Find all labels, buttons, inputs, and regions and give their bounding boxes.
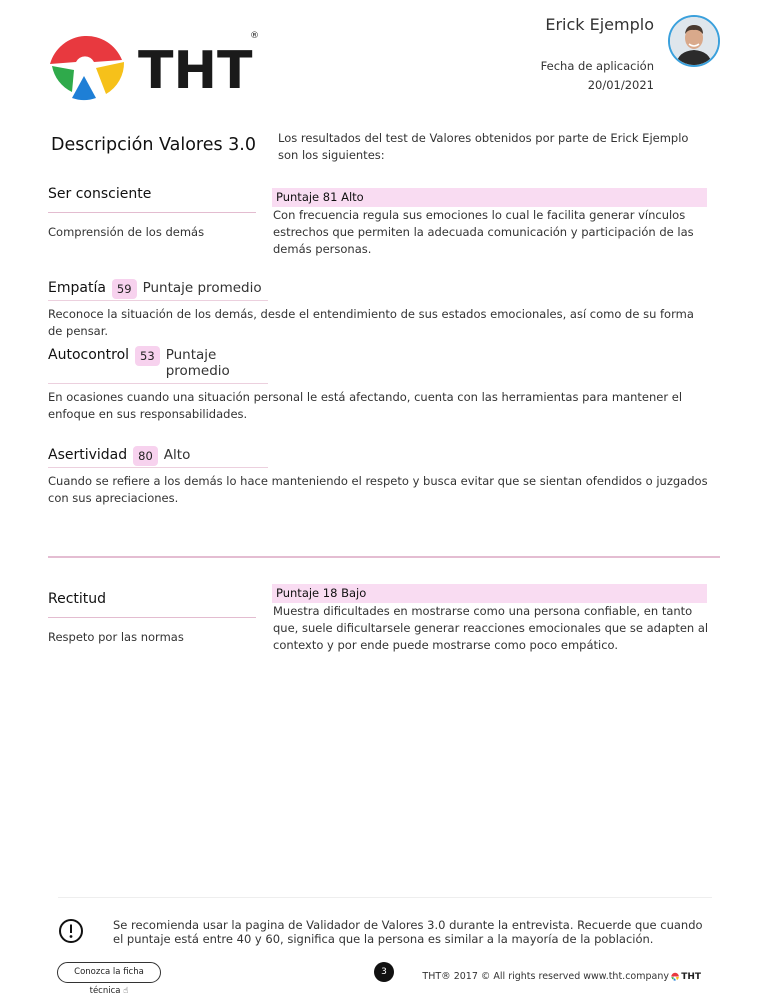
section-title: Ser consciente — [48, 186, 152, 202]
subitem-level: Puntaje promedio — [165, 347, 230, 379]
score-bar: Puntaje 81 Alto — [272, 188, 707, 207]
tech-sheet-button[interactable] — [57, 962, 161, 996]
page-number: 3 — [374, 962, 394, 982]
footer-logo — [671, 971, 701, 983]
date-value: 20/01/2021 — [587, 78, 654, 92]
user-name: Erick Ejemplo — [545, 15, 654, 34]
subitem-name: Autocontrol — [48, 347, 130, 363]
logo-text: THT — [138, 41, 253, 101]
footer-divider — [58, 897, 712, 898]
subitem-divider — [48, 383, 268, 384]
section-divider — [48, 212, 256, 213]
subitem-level: Alto — [163, 447, 191, 463]
section-title: Rectitud — [48, 591, 107, 607]
section-subtitle: Respeto por las normas — [48, 630, 184, 644]
subitem-description: En ocasiones cuando una situación personal le está afectando, cuenta con las herramientas para mantener el enfoque en sus responsabilidades. — [48, 390, 683, 421]
date-label: Fecha de aplicación — [540, 59, 654, 73]
footer-note: Se recomienda usar la pagina de Validador de Valores 3.0 durante la entrevista. Recuerde que cuando el puntaje está entre 40 y 60, significa que la persona es similar a la mayoría de la población. — [113, 918, 703, 946]
section-separator — [48, 556, 720, 558]
score-badge: 53 — [135, 346, 160, 366]
section-subtitle: Comprensión de los demás — [48, 225, 205, 239]
subitem-description: Reconoce la situación de los demás, desde el entendimiento de sus estados emocionales, así como de su forma de pensar. — [48, 307, 694, 338]
copyright: THT® 2017 © All rights reserved www.tht.company — [422, 971, 669, 982]
intro-text: Los resultados del test de Valores obtenidos por parte de Erick Ejemplo son los siguientes: — [278, 131, 689, 162]
section-description: Con frecuencia regula sus emociones lo cual le facilita generar vínculos estrechos que permiten la adecuada comunicación y participación de las demás personas. — [273, 208, 694, 256]
pointer-icon: ☝ — [123, 986, 129, 996]
footer-logo-text: THT — [681, 972, 701, 982]
section-description: Muestra dificultades en mostrarse como una persona confiable, en tanto que, suele dificultarsele generar reacciones emocionales que se adapten al contexto y por ende puede mostrarse como poco empático. — [273, 604, 709, 652]
subitem-divider — [48, 467, 268, 468]
subitem-description: Cuando se refiere a los demás lo hace manteniendo el respeto y busca evitar que se sientan ofendidos o juzgados con sus apreciaciones. — [48, 474, 708, 505]
subitem-name: Asertividad — [48, 447, 128, 463]
tech-sheet-label: Conozca la ficha técnica — [74, 967, 144, 996]
subitem-divider — [48, 300, 268, 301]
tht-logo — [48, 26, 268, 106]
page-title: Descripción Valores 3.0 — [51, 135, 256, 155]
score-bar: Puntaje 18 Bajo — [272, 584, 707, 603]
subitem-header — [48, 345, 246, 379]
subitem-header — [48, 445, 244, 466]
svg-text:®: ® — [250, 31, 259, 41]
score-badge: 80 — [133, 446, 158, 466]
score-badge: 59 — [112, 279, 137, 299]
avatar — [668, 15, 720, 67]
subitem-name: Empatía — [48, 280, 106, 296]
alert-icon — [58, 918, 84, 944]
subitem-header — [48, 278, 283, 299]
subitem-level: Puntaje promedio — [142, 280, 262, 296]
section-divider — [48, 617, 256, 618]
